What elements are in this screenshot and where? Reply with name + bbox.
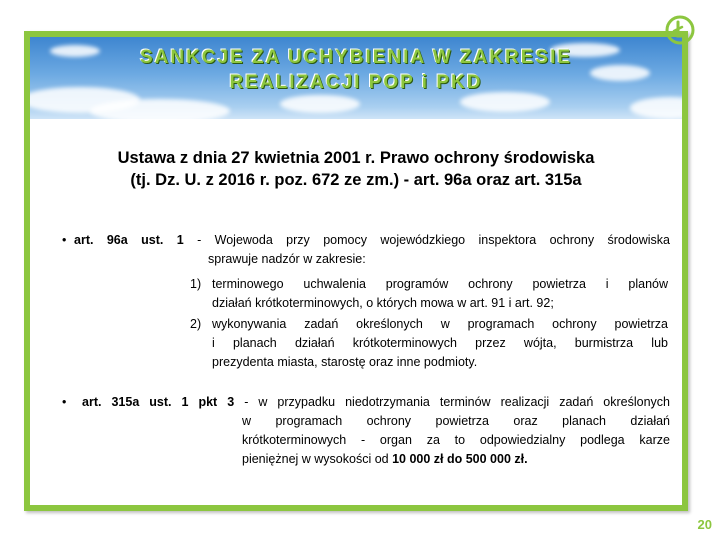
item-number: 2) xyxy=(190,317,202,331)
item-line: terminowego uchwalenia programów ochrony powietrza i planów xyxy=(212,277,668,291)
bullet1-label: art. 96a ust. 1 xyxy=(74,233,184,247)
slide-title-line1: SANKCJE ZA UCHYBIENIA W ZAKRESIE xyxy=(139,47,573,68)
green-circle-currency-logo-icon xyxy=(664,14,696,46)
sky-banner xyxy=(30,37,682,119)
item-line: prezydenta miasta, starostę oraz inne podmioty. xyxy=(212,355,478,369)
slide-frame xyxy=(24,31,688,511)
item-line: działań krótkoterminowych, o których mowa w art. 91 i art. 92; xyxy=(212,296,554,310)
act-heading-line1: Ustawa z dnia 27 kwietnia 2001 r. Prawo ochrony środowiska xyxy=(117,149,595,167)
bullet2-line1-rest: - w przypadku niedotrzymania terminów realizacji zadań określonych xyxy=(234,395,670,409)
item-line: i planach działań krótkoterminowych przez wójta, burmistrza lub xyxy=(212,336,668,350)
item-line: wykonywania zadań określonych w programach ochrony powietrza xyxy=(212,317,668,331)
slide-title-line2: REALIZACJI POP i PKD xyxy=(229,72,483,93)
bullet1-line1 xyxy=(74,231,670,250)
slide-title xyxy=(30,45,682,95)
bullet-marker: • xyxy=(62,233,67,247)
act-heading xyxy=(60,147,652,191)
bullet1-line2: sprawuje nadzór w zakresie: xyxy=(208,252,366,266)
bullet-marker: • xyxy=(62,395,67,409)
bullet1-line1-rest: - Wojewoda przy pomocy wojewódzkiego inspektora ochrony środowiska xyxy=(183,233,670,247)
penalty-amount: 10 000 zł do 500 000 zł. xyxy=(392,452,528,466)
bullet2-label: art. 315a ust. 1 pkt 3 xyxy=(82,395,235,409)
item-number: 1) xyxy=(190,277,202,291)
bullet2-line1 xyxy=(82,393,670,412)
act-heading-line2: (tj. Dz. U. z 2016 r. poz. 672 ze zm.) - art. 96a oraz art. 315a xyxy=(130,171,582,189)
bullet2-line3: krótkoterminowych - organ za to odpowiedzialny podlega karze xyxy=(242,433,670,447)
bullet2-line4 xyxy=(242,450,670,469)
bullet2-line4-text: pieniężnej w wysokości od xyxy=(242,452,393,466)
bullet2-line2: w programach ochrony powietrza oraz planach działań xyxy=(242,414,670,428)
slide-content xyxy=(30,37,682,505)
page-number: 20 xyxy=(697,517,712,532)
